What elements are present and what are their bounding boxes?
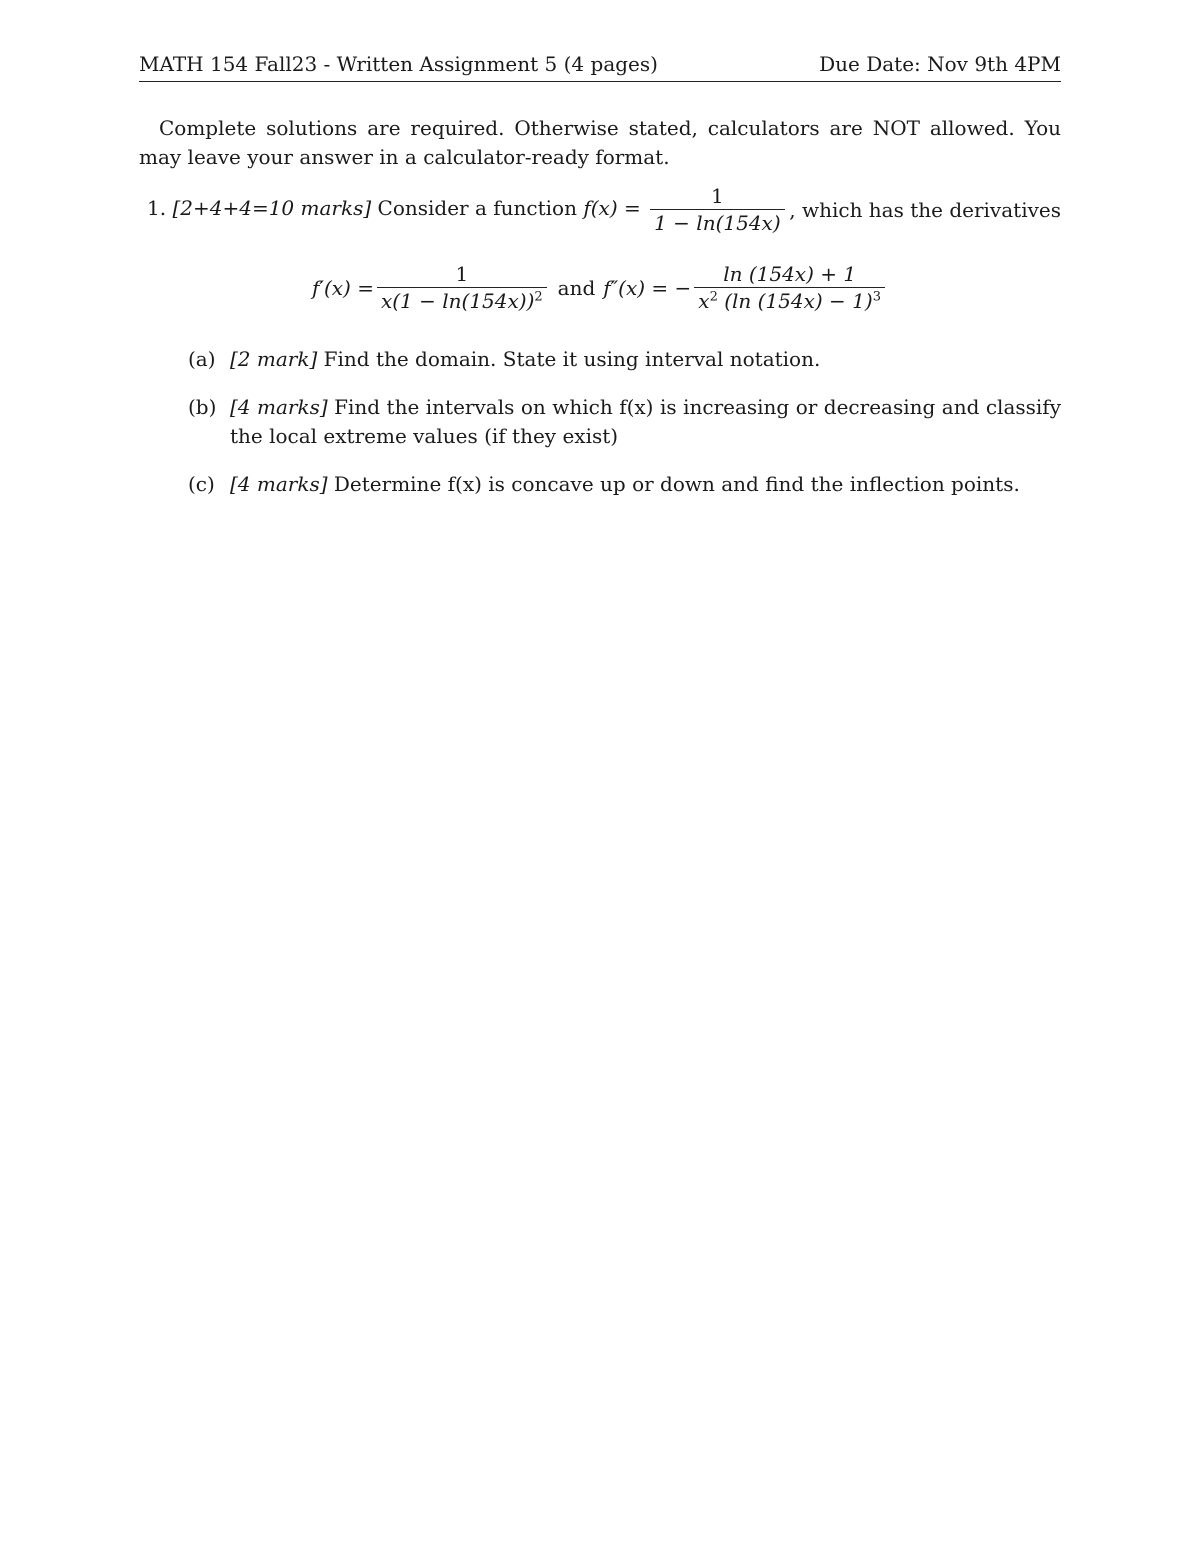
instructions-text: Complete solutions are required. Otherwise stated, calculators are NOT allowed. You may leave your answer in a calculator-ready format.	[139, 116, 1061, 169]
part-text: Find the intervals on which f(x) is increasing or decreasing and classify the local extreme values (if they exist)	[230, 395, 1061, 448]
and-word: and	[557, 275, 596, 300]
question-lead-text: Consider a function	[377, 196, 577, 220]
part-text: Determine f(x) is concave up or down and find the inflection points.	[333, 472, 1020, 496]
question-1-statement	[147, 184, 1061, 235]
part-a	[188, 345, 1061, 374]
part-label: (a)	[188, 347, 216, 371]
second-derivative-denominator: $x^2$ (ln (154x) − 1)$^3$	[694, 287, 885, 313]
second-derivative-numerator: ln (154x) + 1	[723, 262, 857, 286]
function-lhs: f(x) =	[583, 196, 641, 220]
function-numerator: 1	[711, 184, 724, 208]
part-marks: [4 marks]	[230, 472, 328, 496]
derivatives-display	[139, 262, 1061, 313]
question-parts	[188, 345, 1061, 518]
function-fraction	[650, 184, 785, 235]
part-b	[188, 393, 1061, 451]
first-derivative-lhs: f′(x) =	[312, 275, 374, 300]
question-marks: [2+4+4=10 marks]	[172, 196, 372, 220]
page-header	[139, 52, 1061, 80]
question-1	[139, 184, 1061, 244]
question-tail-text: , which has the derivatives	[789, 197, 1061, 222]
second-derivative-lhs: f″(x) = −	[603, 275, 692, 300]
part-label: (c)	[188, 472, 215, 496]
first-derivative-denominator: $x(1 - \ln(154x))^2$	[377, 287, 547, 313]
first-derivative-fraction	[377, 262, 547, 313]
instructions-paragraph	[139, 114, 1061, 172]
part-text: Find the domain. State it using interval notation.	[323, 347, 821, 371]
function-denominator: 1 − ln(154x)	[650, 209, 785, 235]
part-marks: [2 mark]	[230, 347, 318, 371]
part-label: (b)	[188, 395, 217, 419]
header-due-date: Due Date: Nov 9th 4PM	[819, 52, 1061, 76]
part-marks: [4 marks]	[230, 395, 328, 419]
header-divider	[139, 81, 1061, 82]
header-course-title: MATH 154 Fall23 - Written Assignment 5 (4 pages)	[139, 52, 658, 76]
part-c	[188, 470, 1061, 499]
first-derivative-numerator: 1	[455, 262, 469, 286]
question-number: 1.	[147, 196, 167, 220]
second-derivative-fraction	[694, 262, 885, 313]
